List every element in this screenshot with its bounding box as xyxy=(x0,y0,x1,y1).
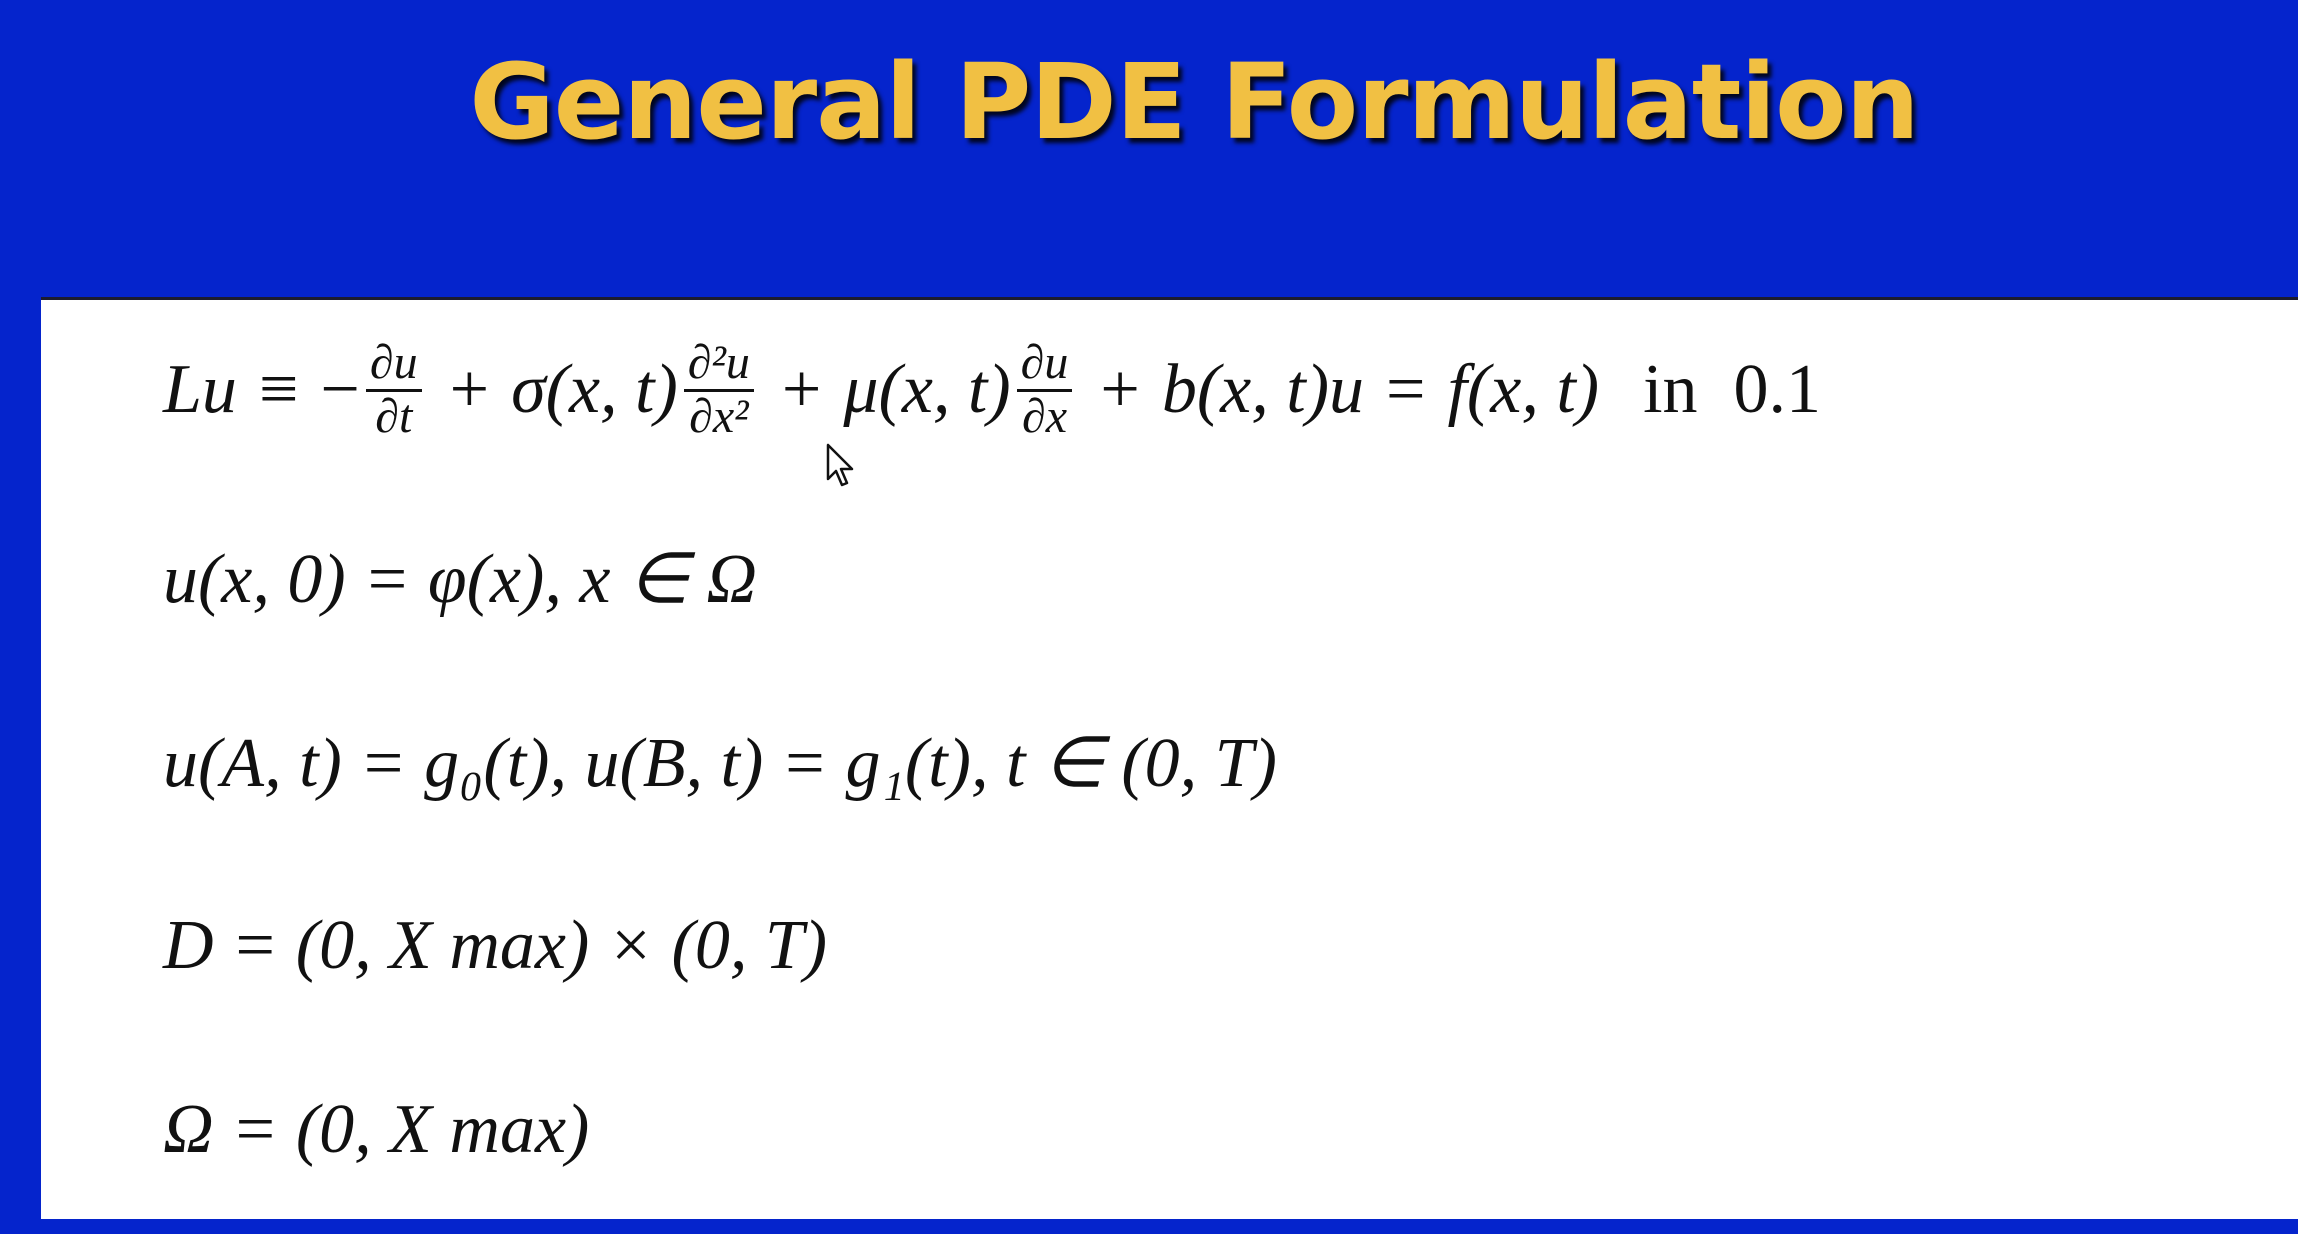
domain-omega-text: Ω = (0, X max) xyxy=(163,1091,590,1168)
domain-d-text: D = (0, X max) × (0, T) xyxy=(163,907,828,984)
b-term: b(x, t)u xyxy=(1161,351,1364,428)
boundary-conditions-text: u(A, t) = g₀(t), u(B, t) = g₁(t), t ∈ (0, T) xyxy=(163,724,1277,802)
domain-d-definition xyxy=(163,886,827,1006)
mouse-pointer-icon xyxy=(826,443,856,489)
boundary-conditions xyxy=(163,702,1277,822)
operator-lhs: Lu xyxy=(163,351,237,428)
space-derivative xyxy=(1017,338,1073,442)
second-space-derivative xyxy=(684,338,754,442)
time-derivative-denominator: ∂t xyxy=(375,389,413,443)
time-derivative-numerator: ∂u xyxy=(366,338,422,391)
equation-panel xyxy=(41,297,2298,1219)
domain-reference: 0.1 xyxy=(1733,351,1822,428)
slide-title: General PDE Formulation xyxy=(469,41,1919,163)
space-derivative-numerator: ∂u xyxy=(1017,338,1073,391)
equals-sign: = xyxy=(1386,351,1426,428)
initial-condition-text: u(x, 0) = φ(x), x ∈ Ω xyxy=(163,540,758,618)
equiv-sign: ≡ xyxy=(258,351,299,428)
initial-condition xyxy=(163,518,757,638)
time-derivative xyxy=(366,338,422,442)
domain-omega-definition xyxy=(163,1070,589,1190)
sigma-term: σ(x, t) xyxy=(511,351,678,428)
plus-sign: + xyxy=(1100,351,1140,428)
second-derivative-denominator: ∂x² xyxy=(689,389,749,443)
pde-equation xyxy=(163,330,1821,450)
plus-sign: + xyxy=(449,351,490,428)
space-derivative-denominator: ∂x xyxy=(1022,389,1068,443)
second-derivative-numerator: ∂²u xyxy=(684,338,754,391)
plus-sign: + xyxy=(781,351,822,428)
domain-word: in xyxy=(1643,351,1698,428)
minus-sign: − xyxy=(320,351,360,428)
mu-term: μ(x, t) xyxy=(843,351,1011,428)
rhs-term: f(x, t) xyxy=(1447,351,1600,428)
